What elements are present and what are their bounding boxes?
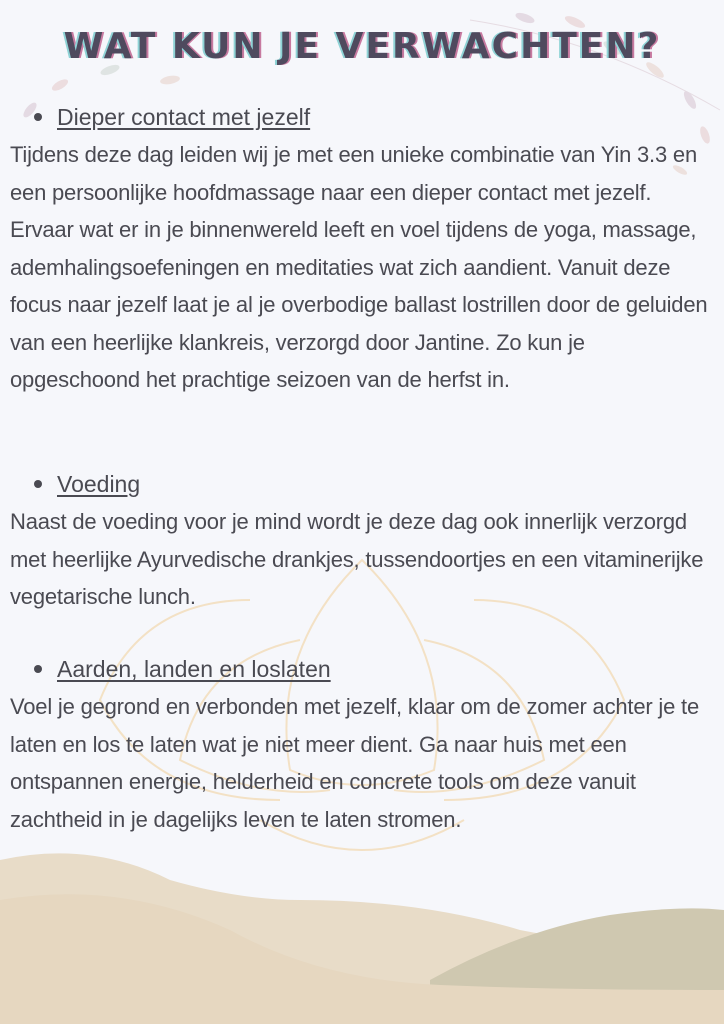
section-heading-label: Aarden, landen en loslaten: [57, 656, 331, 682]
section-text: Voel je gegrond en verbonden met jezelf, klaar om de zomer achter je te laten en los te laten wat je niet meer dient. Ga naar huis met een ontspannen energie, helderheid en concrete tools om deze vanuit zachtheid in je dagelijks leven te laten stromen.: [10, 694, 699, 832]
section-text: Naast de voeding voor je mind wordt je deze dag ook innerlijk verzorgd met heerlijke Ayurvedische drankjes, tussendoortjes en een vitaminerijke vegetarische lunch.: [10, 509, 704, 609]
bullet-icon: [34, 665, 42, 673]
section-dieper-contact: [10, 100, 716, 399]
section-aarden: [10, 652, 716, 838]
section-heading-label: Dieper contact met jezelf: [57, 104, 311, 130]
section-heading: [34, 652, 716, 686]
section-voeding: [10, 467, 716, 616]
section-heading-label: Voeding: [57, 471, 141, 497]
bullet-icon: [34, 480, 42, 488]
section-text: Tijdens deze dag leiden wij je met een unieke combinatie van Yin 3.3 en een persoonlijke hoofdmassage naar een dieper contact met jezelf. Ervaar wat er in je binnenwereld leeft en voel tijdens de yoga, massage, ademhalingsoefeningen en meditaties wat zich aandient. Vanuit deze focus naar jezelf laat je al je overbodige ballast lostrillen door de geluiden van een heerlijke klankreis, verzorgd door Jantine. Zo kun je opgeschoond het prachtige seizoen van de herfst in.: [10, 142, 708, 392]
section-heading: [34, 467, 716, 501]
section-heading: [34, 100, 716, 134]
bullet-icon: [34, 113, 42, 121]
page-title: WAT KUN JE VERWACHTEN?: [63, 26, 661, 67]
